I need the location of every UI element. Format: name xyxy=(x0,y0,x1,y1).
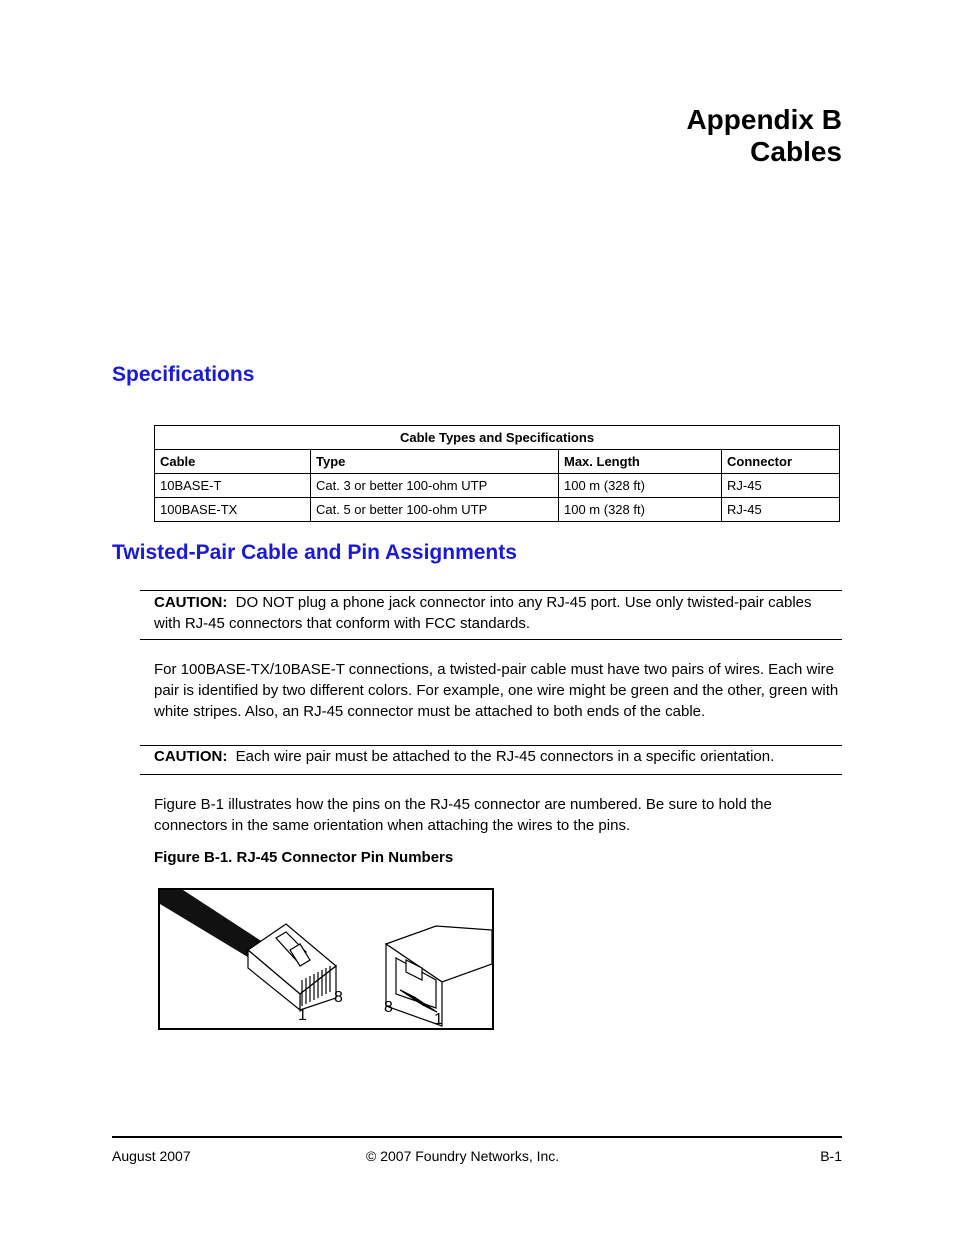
caution-label: CAUTION: xyxy=(154,748,228,765)
jack-pin-8-label: 8 xyxy=(384,999,393,1016)
caution-rule-top xyxy=(140,590,842,591)
table-caption-row xyxy=(155,426,840,450)
plug-pin-1-label: 1 xyxy=(298,1007,307,1024)
column-header: Type xyxy=(311,450,559,474)
table-cell: Cat. 5 or better 100-ohm UTP xyxy=(311,498,559,522)
caution-rule-bottom xyxy=(140,639,842,640)
table-cell: RJ-45 xyxy=(722,474,840,498)
caution-text: DO NOT plug a phone jack connector into any RJ-45 port. Use only twisted-pair cables with RJ-45 connectors that conform with FCC standards. xyxy=(154,594,812,632)
column-header: Max. Length xyxy=(559,450,722,474)
table-header-row xyxy=(155,450,840,474)
table-row xyxy=(155,474,840,498)
table-cell: 100BASE-TX xyxy=(155,498,311,522)
table-cell: RJ-45 xyxy=(722,498,840,522)
caution-text: Each wire pair must be attached to the RJ-45 connectors in a specific orientation. xyxy=(235,748,775,765)
table-cell: 100 m (328 ft) xyxy=(559,474,722,498)
rj45-plug xyxy=(248,924,336,1010)
caution-note-1 xyxy=(154,592,840,634)
table-row xyxy=(155,498,840,522)
rj45-connector-illustration xyxy=(160,890,492,1028)
column-header: Cable xyxy=(155,450,311,474)
page-title xyxy=(686,104,842,168)
table-caption: Cable Types and Specifications xyxy=(155,426,840,450)
table-cell: Cat. 3 or better 100-ohm UTP xyxy=(311,474,559,498)
title-line-1: Appendix B xyxy=(686,104,842,135)
rj45-figure xyxy=(158,888,494,1030)
twisted-pair-heading: Twisted-Pair Cable and Pin Assignments xyxy=(112,541,517,564)
footer-page-number: B-1 xyxy=(820,1148,842,1164)
column-header: Connector xyxy=(722,450,840,474)
caution-label: CAUTION: xyxy=(154,594,228,611)
table-cell: 100 m (328 ft) xyxy=(559,498,722,522)
caution-rule-bottom xyxy=(140,774,842,775)
plug-pin-8-label: 8 xyxy=(334,989,343,1006)
title-line-2: Cables xyxy=(750,136,842,167)
caution-note-2 xyxy=(154,746,840,767)
specifications-heading: Specifications xyxy=(112,363,255,386)
body-paragraph-1: For 100BASE-TX/10BASE-T connections, a twisted-pair cable must have two pairs of wires. Each wire pair is identified by two different colors. For example, one wire might be green and the other, green with white stripes. Also, an RJ-45 connector must be attached to both ends of the cable. xyxy=(154,661,839,720)
jack-pin-1-label: 1 xyxy=(434,1011,443,1028)
cable-spec-table xyxy=(154,425,840,522)
table-cell: 10BASE-T xyxy=(155,474,311,498)
footer-rule xyxy=(112,1136,842,1138)
footer-date: August 2007 xyxy=(112,1148,191,1164)
footer-copyright: © 2007 Foundry Networks, Inc. xyxy=(366,1148,560,1164)
figure-caption: Figure B-1. RJ-45 Connector Pin Numbers xyxy=(154,849,454,866)
body-paragraph-2: Figure B-1 illustrates how the pins on the RJ-45 connector are numbered. Be sure to hold the connectors in the same orientation when attaching the wires to the pins. xyxy=(154,796,772,834)
